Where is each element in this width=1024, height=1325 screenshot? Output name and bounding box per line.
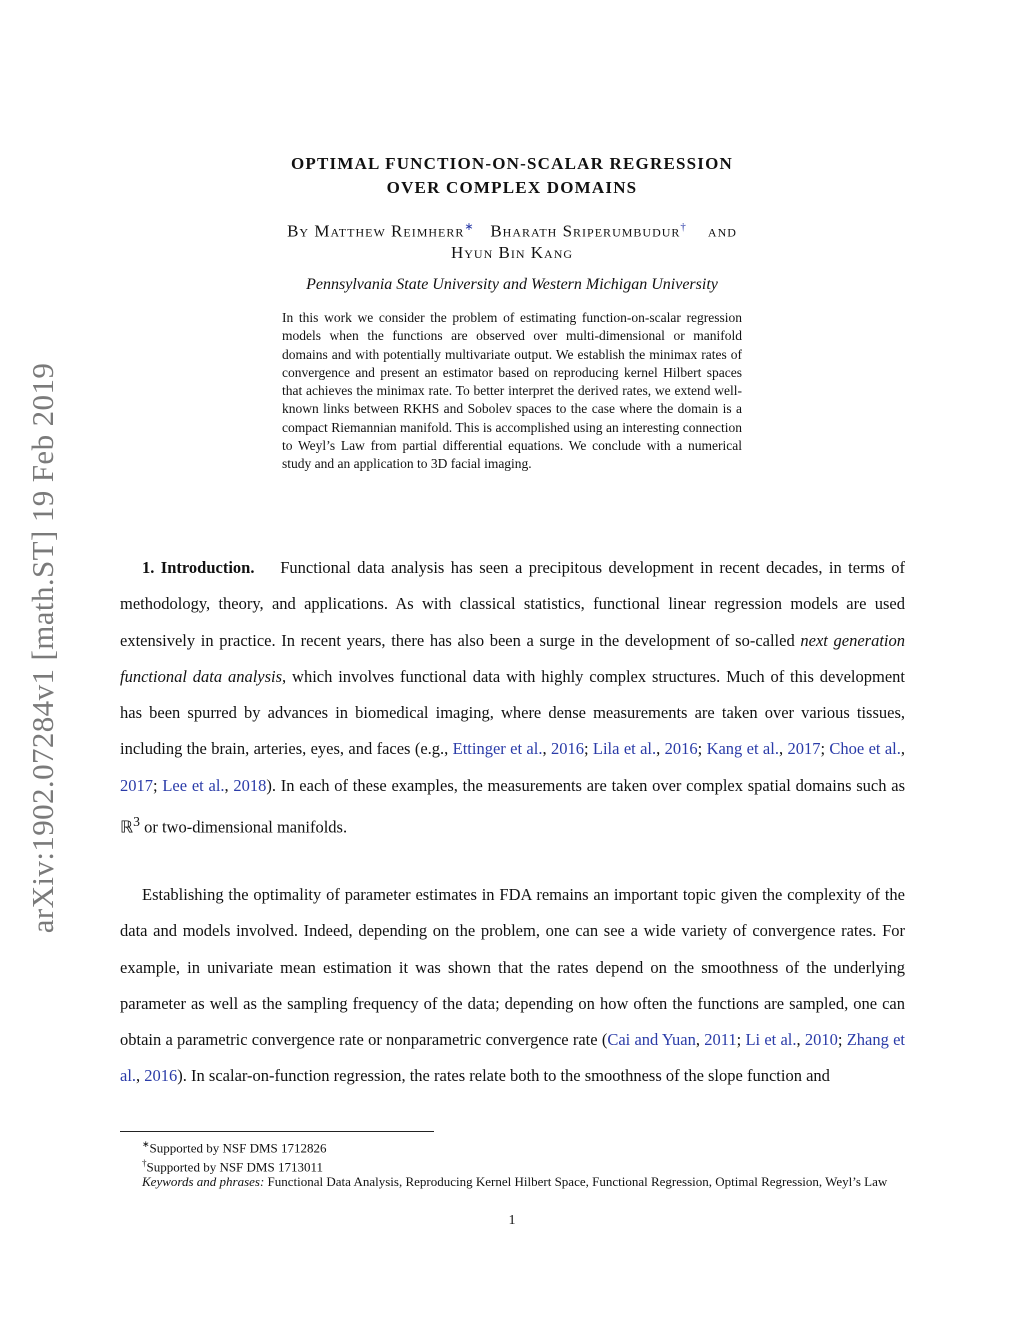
author-footnote-mark-2[interactable]: †: [680, 221, 687, 233]
intro-text: Functional data analysis has seen a precipitous development in recent decades, in terms of methodology, theory, and applications. As with classical statistics, functional linear regression models are used extensively in practice. In recent years, there has also been a surge in the development of so-called: [120, 558, 906, 650]
intro-paragraph-1: 1. Introduction. Functional data analysis has seen a precipitous development in recent decades, in terms of methodology, theory, and applications. As with classical statistics, functional linear regression models are used extensively in practice. In recent years, there has also been a surge in the development of so-called next generation functional data analysis, which involves functional data with highly complex structures. Much of this development has been spurred by advances in biomedical imaging, where dense measurements are taken over various tissues, including the brain, arteries, eyes, and faces (e.g., Ettinger et al., 2016; Lila et al., 2016; Kang et al., 2017; Choe et al., 2017; Lee et al., 2018). In each of these examples, the measurements are taken over complex spatial domains such as ℝ$^3$ or two-dimensional manifolds.: [120, 558, 906, 837]
footnote-rule: [120, 1131, 434, 1132]
keywords-text: Functional Data Analysis, Reproducing Kernel Hilbert Space, Functional Regression, Optimal Regression, Weyl’s Law: [264, 1174, 888, 1189]
author-line-1: [0, 220, 1024, 242]
paper-title-line-2: OVER COMPLEX DOMAINS: [386, 178, 638, 197]
affiliation: Pennsylvania State University and Western Michigan University: [306, 276, 718, 293]
citation-link[interactable]: Ettinger et al.: [452, 739, 543, 759]
section-heading-introduction: 1. Introduction.: [142, 558, 255, 577]
footnote-1-text: Supported by NSF DMS 1712826: [149, 1140, 327, 1156]
emphasis-next-gen-fda: next generation functional data analysis: [120, 630, 905, 686]
citation-link[interactable]: Lee et al.: [162, 775, 225, 795]
citation-link[interactable]: 2017: [120, 775, 153, 795]
citation-link[interactable]: 2017: [787, 739, 821, 759]
citation-link[interactable]: Kang et al.: [706, 739, 779, 759]
citation-link[interactable]: Lila et al.: [592, 739, 657, 759]
citation-link[interactable]: 2010: [804, 1030, 838, 1050]
intro-text: , which involves functional data with highly complex structures. Much of this development has been spurred by advances in biomedical imaging, where dense measurements are taken over various tissues, including the brain, arteries, eyes, and faces (e.g.,: [120, 666, 905, 759]
footnote-mark-2: †: [142, 1158, 147, 1168]
citation-link[interactable]: Choe et al.: [829, 739, 901, 759]
abstract: In this work we consider the problem of estimating function-on-scalar regression models when the functions are observed over multi-dimensional or manifold domains and with potentially multivariate output. We establish the minimax rates of convergence and present an estimator based on reproducing kernel Hilbert spaces that achieves the minimax rate. To better interpret the derived rates, we extend well-known links between RKHS and Sobolev spaces to the case where the domain is a compact Riemannian manifold. This is accomplished using an interesting connection to Weyl’s Law from partial differential equations. We conclude with a numerical study and an application to 3D facial imaging.: [282, 310, 742, 472]
footnote-mark-1: ∗: [142, 1139, 150, 1149]
author-sriperumbudur: Bharath Sriperumbudur: [490, 221, 681, 241]
citation-link[interactable]: 2018: [233, 775, 267, 795]
paper-title-line-1: OPTIMAL FUNCTION-ON-SCALAR REGRESSION: [290, 154, 734, 173]
author-kang: Hyun Bin Kang: [450, 243, 574, 262]
superscript-three: 3: [133, 814, 140, 830]
keywords-label: Keywords and phrases:: [142, 1174, 265, 1189]
citation-link[interactable]: 2016: [664, 739, 698, 759]
page-number: 1: [508, 1213, 516, 1228]
intro-text: or two-dimensional manifolds.: [139, 817, 348, 837]
footnote-2-text: Supported by NSF DMS 1713011: [146, 1159, 323, 1175]
citation-link[interactable]: Zhang et al.: [120, 1030, 906, 1086]
citation-link[interactable]: Cai and Yuan: [607, 1030, 696, 1050]
intro-text: ). In scalar-on-function regression, the rates relate both to the smoothness of the slope function and: [177, 1066, 830, 1086]
citation-link[interactable]: 2016: [550, 739, 584, 759]
keywords: [120, 1173, 905, 1191]
citation-link[interactable]: Li et al.: [745, 1030, 797, 1050]
arxiv-margin-identifier: [20, 338, 66, 958]
by-label: By: [287, 221, 310, 241]
citation-link[interactable]: 2016: [144, 1066, 178, 1086]
intro-paragraph-2: Establishing the optimality of parameter estimates in FDA remains an important topic given the complexity of the data and models involved. Indeed, depending on the problem, one can see a wide variety of convergence rates. For example, in univariate mean estimation it was shown that the rates depend on the smoothness of the underlying parameter as well as the sampling frequency of the data; depending on how often the functions are sampled, one can obtain a parametric convergence rate or nonparametric convergence rate (Cai and Yuan, 2011; Li et al., 2010; Zhang et al., 2016). In scalar-on-function regression, the rates relate both to the smoothness of the slope function and: [120, 885, 906, 1086]
citation-link[interactable]: 2011: [704, 1030, 737, 1050]
and-label: and: [707, 221, 737, 241]
author-footnote-mark-1[interactable]: ∗: [464, 221, 475, 233]
intro-text: Establishing the optimality of parameter estimates in FDA remains an important topic given the complexity of the data and models involved. Indeed, depending on the problem, one can see a wide variety of convergence rates. For example, in univariate mean estimation it was shown that the rates depend on the smoothness of the underlying parameter as well as the sampling frequency of the data; depending on how often the functions are sampled, one can obtain a parametric convergence rate or nonparametric convergence rate (: [120, 885, 905, 1050]
author-line-2: [0, 243, 1024, 263]
arxiv-id-text: arXiv:1902.07284v1 [math.ST] 19 Feb 2019: [25, 362, 60, 934]
author-reimherr: Matthew Reimherr: [314, 221, 465, 241]
intro-text: ). In each of these examples, the measurements are taken over complex spatial domains such as ℝ: [120, 775, 905, 837]
